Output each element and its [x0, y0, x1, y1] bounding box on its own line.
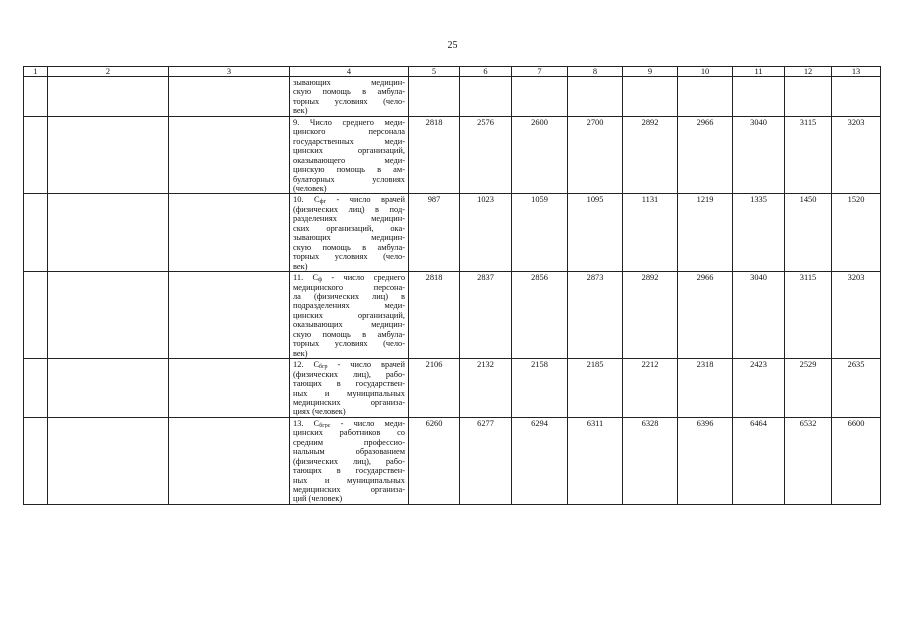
description-line: зывающих медицин- [293, 233, 405, 243]
value-cell: 3115 [785, 272, 832, 359]
value-cell: 6277 [460, 417, 512, 504]
column-number-cell: 3 [169, 67, 290, 77]
description-line: торных условиях (чело- [293, 339, 405, 349]
description-line: скую помощь в амбула- [293, 87, 405, 97]
empty-cell [48, 77, 169, 117]
empty-cell [169, 359, 290, 418]
description-line: ных и муниципальных [293, 475, 405, 485]
empty-cell [48, 272, 169, 359]
table-row [24, 77, 881, 117]
empty-cell [48, 359, 169, 418]
description-line: булаторных условиях [293, 174, 405, 184]
description-line: (физических лиц) в под- [293, 204, 405, 214]
indicator-description [290, 194, 409, 272]
column-number-cell: 9 [623, 67, 678, 77]
indicator-description [290, 359, 409, 418]
empty-cell [169, 116, 290, 194]
table-row [24, 194, 881, 272]
column-number-row [24, 67, 881, 77]
empty-cell [169, 417, 290, 504]
description-line: тающих в государствен- [293, 379, 405, 389]
value-cell: 3040 [733, 272, 785, 359]
description-line: скую помощь в амбула- [293, 242, 405, 252]
value-cell: 2818 [409, 272, 460, 359]
value-cell: 1450 [785, 194, 832, 272]
value-cell: 3115 [785, 116, 832, 194]
empty-cell [24, 417, 48, 504]
value-cell: 3040 [733, 116, 785, 194]
data-table [23, 66, 881, 505]
value-cell: 6311 [568, 417, 623, 504]
value-cell: 2106 [409, 359, 460, 418]
description-line: (физических лиц), рабо- [293, 456, 405, 466]
description-line: ла (физических лиц) в [293, 291, 405, 301]
value-cell: 987 [409, 194, 460, 272]
value-cell [678, 77, 733, 117]
table-row [24, 359, 881, 418]
description-line: ных и муниципальных [293, 388, 405, 398]
column-number-cell: 6 [460, 67, 512, 77]
value-cell: 1520 [832, 194, 881, 272]
value-cell: 1095 [568, 194, 623, 272]
indicator-description [290, 77, 409, 117]
value-cell: 1219 [678, 194, 733, 272]
description-line: цинских работников со [293, 428, 405, 438]
description-line: цинскую помощь в ам- [293, 165, 405, 175]
value-cell: 6260 [409, 417, 460, 504]
empty-cell [48, 417, 169, 504]
value-cell: 2212 [623, 359, 678, 418]
value-cell [623, 77, 678, 117]
table-row [24, 417, 881, 504]
description-line: 9. Число среднего меди- [293, 117, 405, 127]
column-number-cell: 7 [512, 67, 568, 77]
table-row [24, 116, 881, 194]
description-line: государственных меди- [293, 136, 405, 146]
column-number-cell: 2 [48, 67, 169, 77]
value-cell: 2576 [460, 116, 512, 194]
value-cell: 1335 [733, 194, 785, 272]
description-line: торных условиях (чело- [293, 96, 405, 106]
description-line: век) [293, 261, 308, 271]
empty-cell [48, 116, 169, 194]
empty-cell [169, 77, 290, 117]
value-cell [460, 77, 512, 117]
column-number-cell: 8 [568, 67, 623, 77]
value-cell [785, 77, 832, 117]
value-cell: 2158 [512, 359, 568, 418]
column-number-cell: 10 [678, 67, 733, 77]
value-cell: 2423 [733, 359, 785, 418]
value-cell: 2818 [409, 116, 460, 194]
description-line: медицинского персона- [293, 282, 405, 292]
column-number-cell: 5 [409, 67, 460, 77]
value-cell: 2185 [568, 359, 623, 418]
description-first-line: 10. $С_{фг}$ - число врачей [293, 195, 405, 205]
empty-cell [169, 272, 290, 359]
value-cell [568, 77, 623, 117]
description-line: скую помощь в амбула- [293, 329, 405, 339]
description-line: оказывающих медицин- [293, 320, 405, 330]
description-line: циях (человек) [293, 407, 346, 417]
indicator-description [290, 417, 409, 504]
empty-cell [48, 194, 169, 272]
empty-cell [24, 272, 48, 359]
description-line: ций (человек) [293, 494, 343, 504]
value-cell [409, 77, 460, 117]
description-line: разделениях медицин- [293, 214, 405, 224]
value-cell: 6464 [733, 417, 785, 504]
value-cell: 6328 [623, 417, 678, 504]
value-cell: 1059 [512, 194, 568, 272]
value-cell: 6600 [832, 417, 881, 504]
value-cell: 2318 [678, 359, 733, 418]
column-number-cell: 11 [733, 67, 785, 77]
empty-cell [24, 116, 48, 194]
description-line: век) [293, 106, 308, 116]
column-number-cell: 12 [785, 67, 832, 77]
value-cell: 3203 [832, 116, 881, 194]
value-cell: 1023 [460, 194, 512, 272]
description-line: (человек) [293, 183, 327, 193]
value-cell: 2856 [512, 272, 568, 359]
value-cell: 2635 [832, 359, 881, 418]
value-cell: 2600 [512, 116, 568, 194]
description-line: век) [293, 348, 308, 358]
table-row [24, 272, 881, 359]
description-line: средним профессио- [293, 437, 405, 447]
description-line: медицинских организа- [293, 397, 405, 407]
value-cell: 6294 [512, 417, 568, 504]
value-cell: 2873 [568, 272, 623, 359]
value-cell: 2132 [460, 359, 512, 418]
description-line: (физических лиц), рабо- [293, 369, 405, 379]
description-first-line: 11. $С_ф$ - число среднего [293, 273, 405, 283]
description-line: зывающих медицин- [293, 78, 405, 87]
value-cell: 1131 [623, 194, 678, 272]
value-cell: 6532 [785, 417, 832, 504]
column-number-cell: 13 [832, 67, 881, 77]
description-first-line: 13. $С_{бгрс}$ - число меди- [293, 418, 405, 429]
description-line: цинских организаций, [293, 310, 405, 320]
description-first-line: 12. $С_{бгр}$ - число врачей [293, 360, 405, 370]
description-line: ских организаций, ока- [293, 223, 405, 233]
value-cell: 2892 [623, 272, 678, 359]
empty-cell [24, 194, 48, 272]
description-line: подразделениях меди- [293, 301, 405, 311]
indicator-description [290, 116, 409, 194]
description-line: торных условиях (чело- [293, 252, 405, 262]
description-line: медицинских организа- [293, 485, 405, 495]
value-cell: 2700 [568, 116, 623, 194]
column-number-cell: 4 [290, 67, 409, 77]
description-line: оказывающего меди- [293, 155, 405, 165]
value-cell: 2837 [460, 272, 512, 359]
value-cell [512, 77, 568, 117]
value-cell: 2529 [785, 359, 832, 418]
value-cell: 2892 [623, 116, 678, 194]
empty-cell [169, 194, 290, 272]
column-number-cell: 1 [24, 67, 48, 77]
value-cell: 2966 [678, 272, 733, 359]
page-number: 25 [447, 40, 458, 51]
value-cell: 6396 [678, 417, 733, 504]
value-cell [733, 77, 785, 117]
description-line: нальным образованием [293, 447, 405, 457]
value-cell: 2966 [678, 116, 733, 194]
description-line: цинских организаций, [293, 146, 405, 156]
value-cell: 3203 [832, 272, 881, 359]
indicator-description [290, 272, 409, 359]
value-cell [832, 77, 881, 117]
empty-cell [24, 359, 48, 418]
description-line: тающих в государствен- [293, 466, 405, 476]
description-line: цинского персонала [293, 127, 405, 137]
empty-cell [24, 77, 48, 117]
